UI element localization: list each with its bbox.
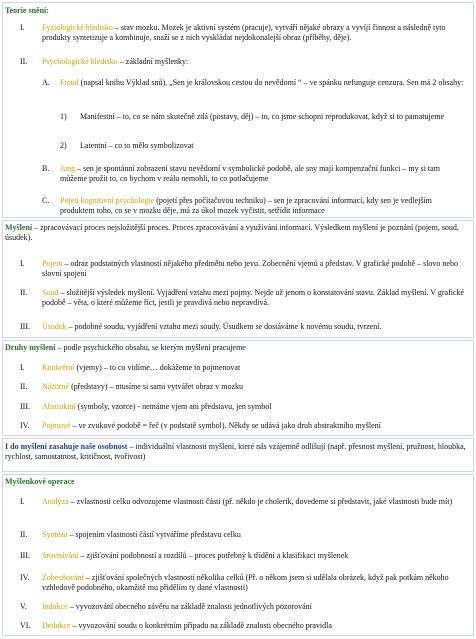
section-intro: Druhy myšlení – podle psychického obsahu, se kterým myšlení pracujeme — [5, 343, 246, 352]
list-item: Fyziologické hledisko – stav mozku. Mozek je aktivní systém (pracuje), vytváří nějaké obrazy a vyvíjí činnost a následně tyto produkty syntetizuje a kombinuje, snaží se z nich vyskládat nejdokonalejší obraz (příběhy, děje). — [42, 23, 446, 42]
keyword: Freud — [60, 78, 79, 87]
keyword: Syntéza — [42, 530, 68, 539]
keyword: Dedukce — [42, 621, 71, 630]
keyword: Konkrétní — [42, 363, 75, 372]
section-intro: Myšlení – zpracovávací proces nejsložitější proces. Proces zpracovávání a využívání informací. Výsledkem myšlení je poznání (pojem, soud, úsudek). — [5, 223, 459, 242]
list-number: I. — [20, 497, 25, 506]
keyword: Pojmové — [42, 421, 71, 430]
list-number: III. — [20, 322, 30, 331]
keyword: Pojetí kognitivní psychologie — [60, 196, 155, 205]
section-heading: I do myšlení zasahuje naše osobnost — [5, 442, 128, 451]
list-item: Jung – sen je spontánní zobrazení stavu nevědomí v symbolické podobě, ale sny mají kompenzační funkci – my si tam můžeme prožít to, co bychom v reálu nemohli, to co potlačujeme — [60, 164, 440, 183]
list-letter: A. — [42, 78, 50, 87]
list-item: Soud – složitější výsledek myšlení. Vyjádření vztahu mezi pojmy. Nejde už jenom o konstatování stavu. Základ myšlení. V grafické podobě – věta, o které můžeme říct, jestli je pravdivá nebo nepravdivá. — [42, 288, 465, 307]
list-item: Pojetí kognitivní psychologie (pojetí přes počítačovou techniku) – sen je zpracování informací, kdy sen je vedlejším produktem toho, co se v mozku děje, má za úkol mozek vyčistit, setřídit informace — [60, 196, 432, 215]
list-item: Psychologické hledisko – základní myšlenky: — [42, 57, 189, 66]
section-title: Teorie snění: — [5, 6, 49, 15]
list-item: Úsudek – podobné soudu, vyjádření vztahu mezi soudy. Úsudkem se dostáváme k novému soudu, tvrzení. — [42, 322, 382, 331]
section-thinking-types — [2, 340, 474, 436]
list-number: VI. — [20, 621, 31, 630]
keyword: Úsudek — [42, 322, 67, 331]
section-personality — [2, 438, 474, 472]
list-item: Pojem – odraz podstatných vlastností nějakého předmětu nebo jevu. Zobecnění vjemů a představ. V grafické podobě – slovo nebo slovní spojení — [42, 259, 458, 278]
list-item: Abstraktní (symboly, vzorce) - nemáme vjem ani představu, jen symbol — [42, 402, 272, 411]
keyword: Soud — [42, 288, 59, 297]
list-item: Manifestní – to, co se nám skutečně zdá (postavy, děj) – to, co jsme schopni reprodukovat, když si to pamatujeme — [80, 112, 445, 121]
section-thought-operations — [2, 474, 474, 636]
list-number: IV. — [20, 573, 30, 582]
section-dream-theories — [2, 2, 474, 218]
list-item: Zobecňování – zjišťování společných vlastností několika celků (Př. o někom jsem si udělala obrázek, když pak potkám někoho vzhledově podobného, okamžitě mu přidělím ty dané vlastnosti) — [42, 573, 449, 592]
list-number: IV. — [20, 421, 30, 430]
keyword: Srovnávání — [42, 551, 79, 560]
list-number: I. — [20, 363, 25, 372]
list-item: Názorné (představy) – musíme si sami vytvářet obraz v mozku — [42, 382, 244, 391]
list-letter: C. — [42, 196, 50, 205]
section-heading: Druhy myšlení — [5, 343, 56, 352]
list-item: Indukce – vyvozování obecného závěru na základě znalosti jednotlivých pozorování — [42, 602, 312, 611]
section-thinking — [2, 220, 474, 338]
list-item: Srovnávání – zjišťování podobností a rozdílů – proces potřebný k třídění a klasifikaci myšlenek — [42, 551, 349, 560]
list-number: III. — [20, 551, 30, 560]
list-number: II. — [20, 382, 28, 391]
list-item: Analýza – zvlastnosti celku odvozujeme vlastnosti částí (př. někdo je cholerik, dovedeme si představit, jaké vlastnosti bude mít) — [42, 497, 453, 506]
keyword: Abstraktní — [42, 402, 76, 411]
paragraph: I do myšlení zasahuje naše osobnost – individuální vlastnosti myšlení, které nás vzájemně odlišují (např. přesnost myšlení, pružnost, hloubka, rychlost, samostatnost, kritičnost, tvořivost) — [5, 442, 466, 461]
keyword: Zobecňování — [42, 573, 84, 582]
list-number: 1) — [60, 112, 67, 121]
section-heading: Myšlenkové operace — [5, 477, 75, 486]
list-item: Dedukce – vyvozování soudu o konkrétním případu na základě znalosti obecného pravidla — [42, 621, 332, 630]
list-number: III. — [20, 402, 30, 411]
keyword: Psychologické hledisko — [42, 57, 118, 66]
list-item: Pojmové – ve zvukové podobě = řeč (v podstatě symbol). Někdy se udává jako druh abstraktního myšlení — [42, 421, 381, 430]
keyword: Analýza — [42, 497, 69, 506]
list-number: I. — [20, 259, 25, 268]
list-number: 2) — [60, 141, 67, 150]
list-number: I. — [20, 23, 25, 32]
keyword: Jung — [60, 164, 76, 173]
keyword: Pojem — [42, 259, 63, 268]
list-item: Freud (napsal knihu Výklad snů). „Sen je královskou cestou do nevědomí “ – ve spánku nefunguje cenzura. Sen má 2 obsahy: — [60, 78, 464, 87]
section-heading: Myšlení — [5, 223, 33, 232]
list-number: II. — [20, 57, 28, 66]
list-item: Konkrétní (vjemy) – to co vidíme… dokážeme to pojmenovat — [42, 363, 241, 372]
keyword: Indukce — [42, 602, 68, 611]
list-item: Latentní – co to mělo symbolizovat — [80, 141, 194, 150]
keyword: Fyziologické hledisko — [42, 23, 113, 32]
list-letter: B. — [42, 164, 50, 173]
list-item: Syntéza – spojením vlastností částí vytváříme představu celku — [42, 530, 241, 539]
list-number: II. — [20, 530, 28, 539]
list-number: II. — [20, 288, 28, 297]
keyword: Názorné — [42, 382, 70, 391]
list-number: V. — [20, 602, 27, 611]
